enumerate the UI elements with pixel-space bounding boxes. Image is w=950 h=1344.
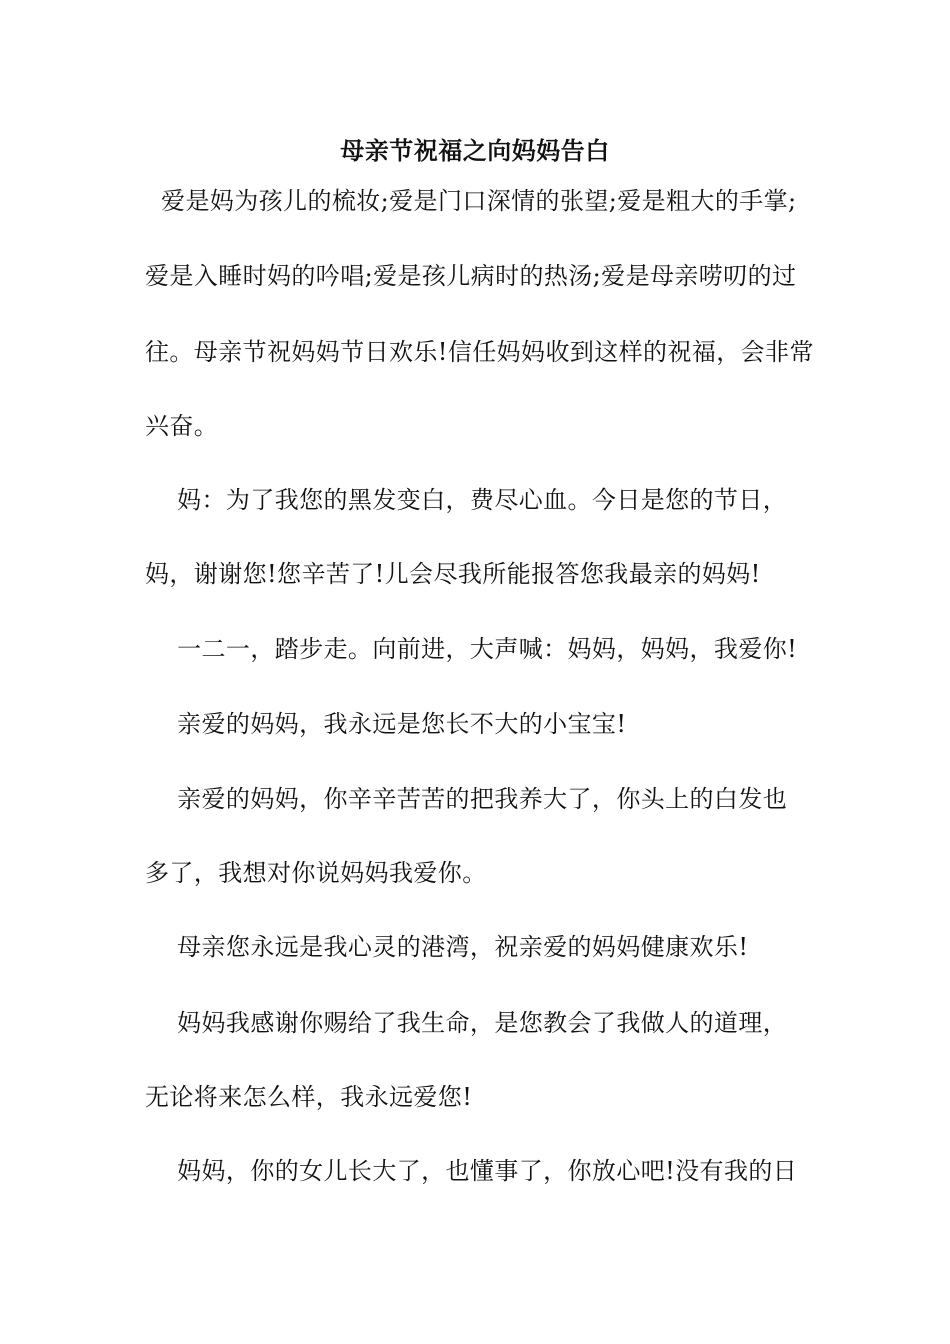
text-line: 无论将来怎么样，我永远爱您! <box>145 1083 473 1111</box>
text-line: 多了，我想对你说妈妈我爱你。 <box>145 859 487 887</box>
document-title: 母亲节祝福之向妈妈告白 <box>340 136 610 165</box>
text-line: 妈，谢谢您!您辛苦了!儿会尽我所能报答您我最亲的妈妈! <box>145 560 761 588</box>
text-line: 母亲您永远是我心灵的港湾，祝亲爱的妈妈健康欢乐! <box>145 933 749 961</box>
text-line: 妈妈我感谢你赐给了我生命，是您教会了我做人的道理， <box>145 1009 788 1037</box>
text-line: 亲爱的妈妈，你辛辛苦苦的把我养大了，你头上的白发也 <box>145 785 788 813</box>
text-line: 亲爱的妈妈，我永远是您长不大的小宝宝! <box>145 710 627 738</box>
text-line: 爱是妈为孩儿的梳妆;爱是门口深情的张望;爱是粗大的手掌; <box>145 187 797 215</box>
text-line: 往。母亲节祝妈妈节日欢乐!信任妈妈收到这样的祝福，会非常 <box>145 338 814 366</box>
text-line: 一二一，踏步走。向前进，大声喊：妈妈，妈妈，我爱你! <box>145 635 798 663</box>
text-line: 妈妈，你的女儿长大了，也懂事了，你放心吧!没有我的日 <box>145 1157 798 1185</box>
text-line: 妈：为了我您的黑发变白，费尽心血。今日是您的节日， <box>145 486 788 514</box>
text-line: 兴奋。 <box>145 412 219 440</box>
text-line: 爱是入睡时妈的吟唱;爱是孩儿病时的热汤;爱是母亲唠叨的过 <box>145 262 797 290</box>
